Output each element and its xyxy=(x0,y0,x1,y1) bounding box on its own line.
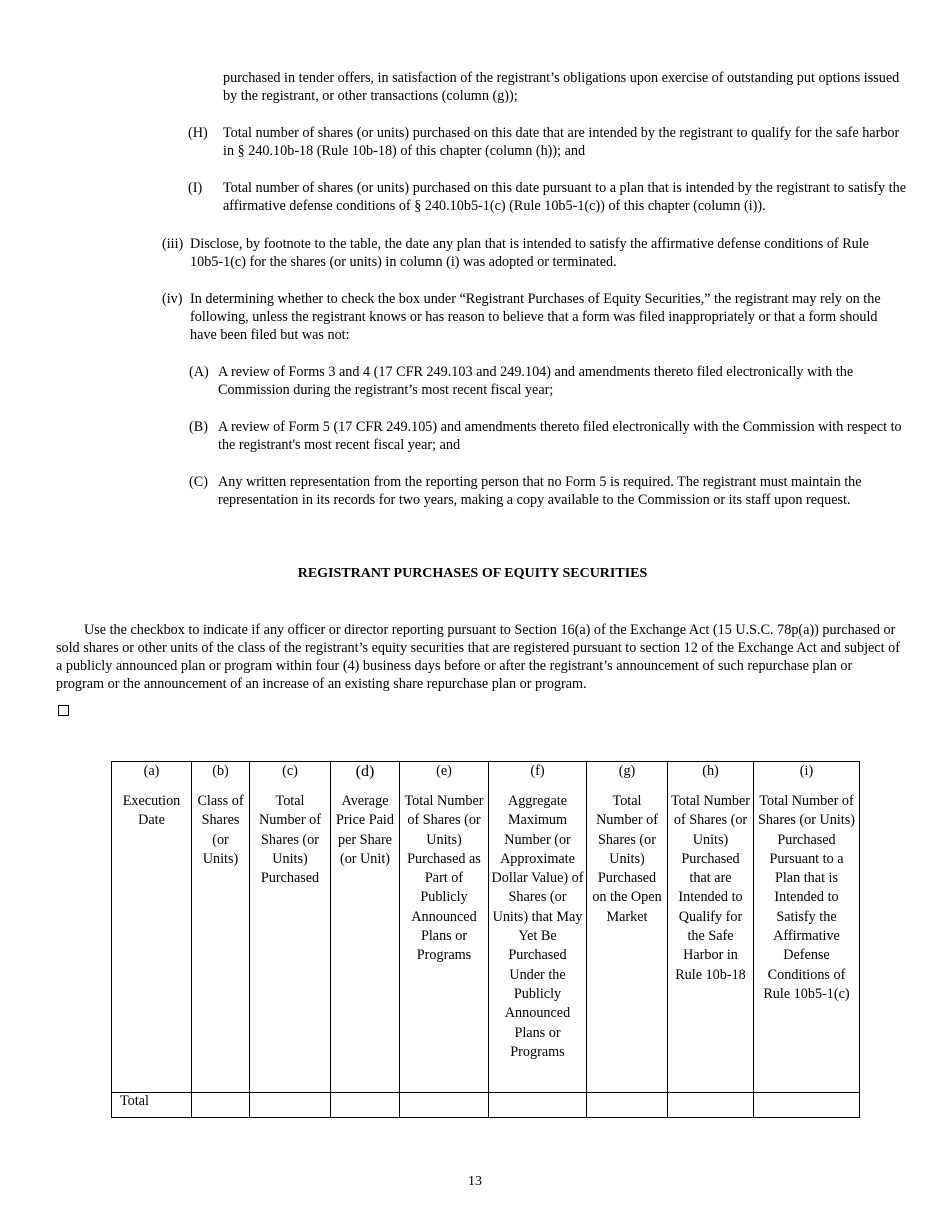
table-cell[interactable] xyxy=(668,1093,754,1118)
item-i-text: Total number of shares (or units) purchased on this date pursuant to a plan that is intended by the registrant to satisfy the affirmative defense conditions of § 240.10b5-1(c) (Rule 10b5-1(c)) of this chapter (column (i)). xyxy=(223,180,906,214)
column-header xyxy=(489,762,587,1093)
item-b-label: (B) xyxy=(189,419,208,435)
table-cell[interactable] xyxy=(754,1093,860,1118)
total-label-cell: Total xyxy=(112,1093,192,1118)
column-header xyxy=(754,762,860,1093)
column-header xyxy=(250,762,331,1093)
page-number: 13 xyxy=(468,1174,482,1189)
table-cell[interactable] xyxy=(400,1093,489,1118)
column-title: Aggregate Maximum Number (or Approximate Dollar Value) of Shares (or Units) that May Yet Be Purchased Under the Publicly Announced Plans or Programs xyxy=(491,793,584,1060)
table-cell[interactable] xyxy=(489,1093,587,1118)
item-a-text: A review of Forms 3 and 4 (17 CFR 249.103 and 249.104) and amendments thereto filed electronically with the Commission during the registrant’s most recent fiscal year; xyxy=(218,364,854,398)
item-a xyxy=(189,363,904,399)
item-h-label: (H) xyxy=(188,125,208,141)
item-h-text: Total number of shares (or units) purchased on this date that are intended by the registrant to qualify for the safe harbor in § 240.10b-18 (Rule 10b-18) of this chapter (column (h)); and xyxy=(223,125,900,159)
column-header xyxy=(331,762,400,1093)
item-c-label: (C) xyxy=(189,474,208,490)
item-b-text: A review of Form 5 (17 CFR 249.105) and amendments thereto filed electronically with the Commission with respect to the registrant's most recent fiscal year; and xyxy=(218,419,902,453)
item-c-text: Any written representation from the reporting person that no Form 5 is required. The registrant must maintain the representation in its records for two years, making a copy available to the Commission or its staff upon request. xyxy=(218,474,862,508)
officer-director-checkbox[interactable] xyxy=(58,705,69,716)
item-i xyxy=(188,179,910,215)
column-title: Total Number of Shares (or Units) Purchased on the Open Market xyxy=(592,793,662,925)
instruction-paragraph: Use the checkbox to indicate if any officer or director reporting pursuant to Section 16(a) of the Exchange Act (15 U.S.C. 78p(a)) purchased or sold shares or other units of the class of the registrant’s equity securities that are registered pursuant to section 12 of the Exchange Act and subject of a publicly announced plan or program within four (4) business days before or after the registrant’s announcement of such repurchase plan or program or the announcement of an increase of an existing share repurchase plan or program. xyxy=(56,622,900,692)
column-letter: (e) xyxy=(436,763,452,779)
item-iv-label: (iv) xyxy=(162,291,183,307)
column-header xyxy=(192,762,250,1093)
column-letter: (d) xyxy=(355,763,375,780)
column-title: Execution Date xyxy=(122,793,181,829)
table-total-row xyxy=(112,1093,860,1118)
item-i-label: (I) xyxy=(188,180,203,196)
column-header xyxy=(668,762,754,1093)
table-cell[interactable] xyxy=(192,1093,250,1118)
item-b xyxy=(189,418,909,454)
item-iv-text: In determining whether to check the box under “Registrant Purchases of Equity Securities,” the registrant may rely on the following, unless the registrant knows or has reason to believe that a form was filed inappropriately or that a form should have been filed but was not: xyxy=(190,291,881,343)
column-letter: (h) xyxy=(702,763,719,779)
column-letter: (a) xyxy=(143,763,160,779)
column-title: Total Number of Shares (or Units) Purchased Pursuant to a Plan that is Intended to Satisfy the Affirmative Defense Conditions of Rule 10b5-1(c) xyxy=(758,793,855,1002)
item-iii-text: Disclose, by footnote to the table, the date any plan that is intended to satisfy the affirmative defense conditions of Rule 10b5-1(c) for the shares (or units) in column (i) was adopted or terminated. xyxy=(190,236,869,270)
column-title: Class of Shares (or Units) xyxy=(197,793,244,867)
table-header-row xyxy=(112,762,860,1093)
table-cell[interactable] xyxy=(587,1093,668,1118)
column-header xyxy=(400,762,489,1093)
column-title: Total Number of Shares (or Units) Purchased that are Intended to Qualify for the Safe Harbor in Rule 10b-18 xyxy=(671,793,750,983)
column-letter: (f) xyxy=(530,763,545,779)
item-h xyxy=(188,124,908,160)
continuation-paragraph: purchased in tender offers, in satisfaction of the registrant’s obligations upon exercise of outstanding put options issued by the registrant, or other transactions (column (g)); xyxy=(223,70,900,104)
table-cell[interactable] xyxy=(250,1093,331,1118)
item-a-label: (A) xyxy=(189,364,209,380)
table-cell[interactable] xyxy=(331,1093,400,1118)
column-title: Total Number of Shares (or Units) Purchased as Part of Publicly Announced Plans or Programs xyxy=(404,793,484,964)
column-title: Average Price Paid per Share (or Unit) xyxy=(336,793,394,867)
column-letter: (g) xyxy=(618,763,636,779)
column-title: Total Number of Shares (or Units) Purchased xyxy=(259,793,321,887)
section-heading: REGISTRANT PURCHASES OF EQUITY SECURITIES xyxy=(297,566,648,581)
item-c xyxy=(189,473,904,509)
item-iii-label: (iii) xyxy=(162,236,184,252)
column-letter: (i) xyxy=(799,763,814,779)
purchases-table xyxy=(111,761,860,1118)
column-header xyxy=(112,762,192,1093)
item-iv xyxy=(162,290,904,344)
column-header xyxy=(587,762,668,1093)
column-letter: (c) xyxy=(282,763,298,779)
column-letter: (b) xyxy=(212,763,229,779)
item-iii xyxy=(162,235,904,271)
